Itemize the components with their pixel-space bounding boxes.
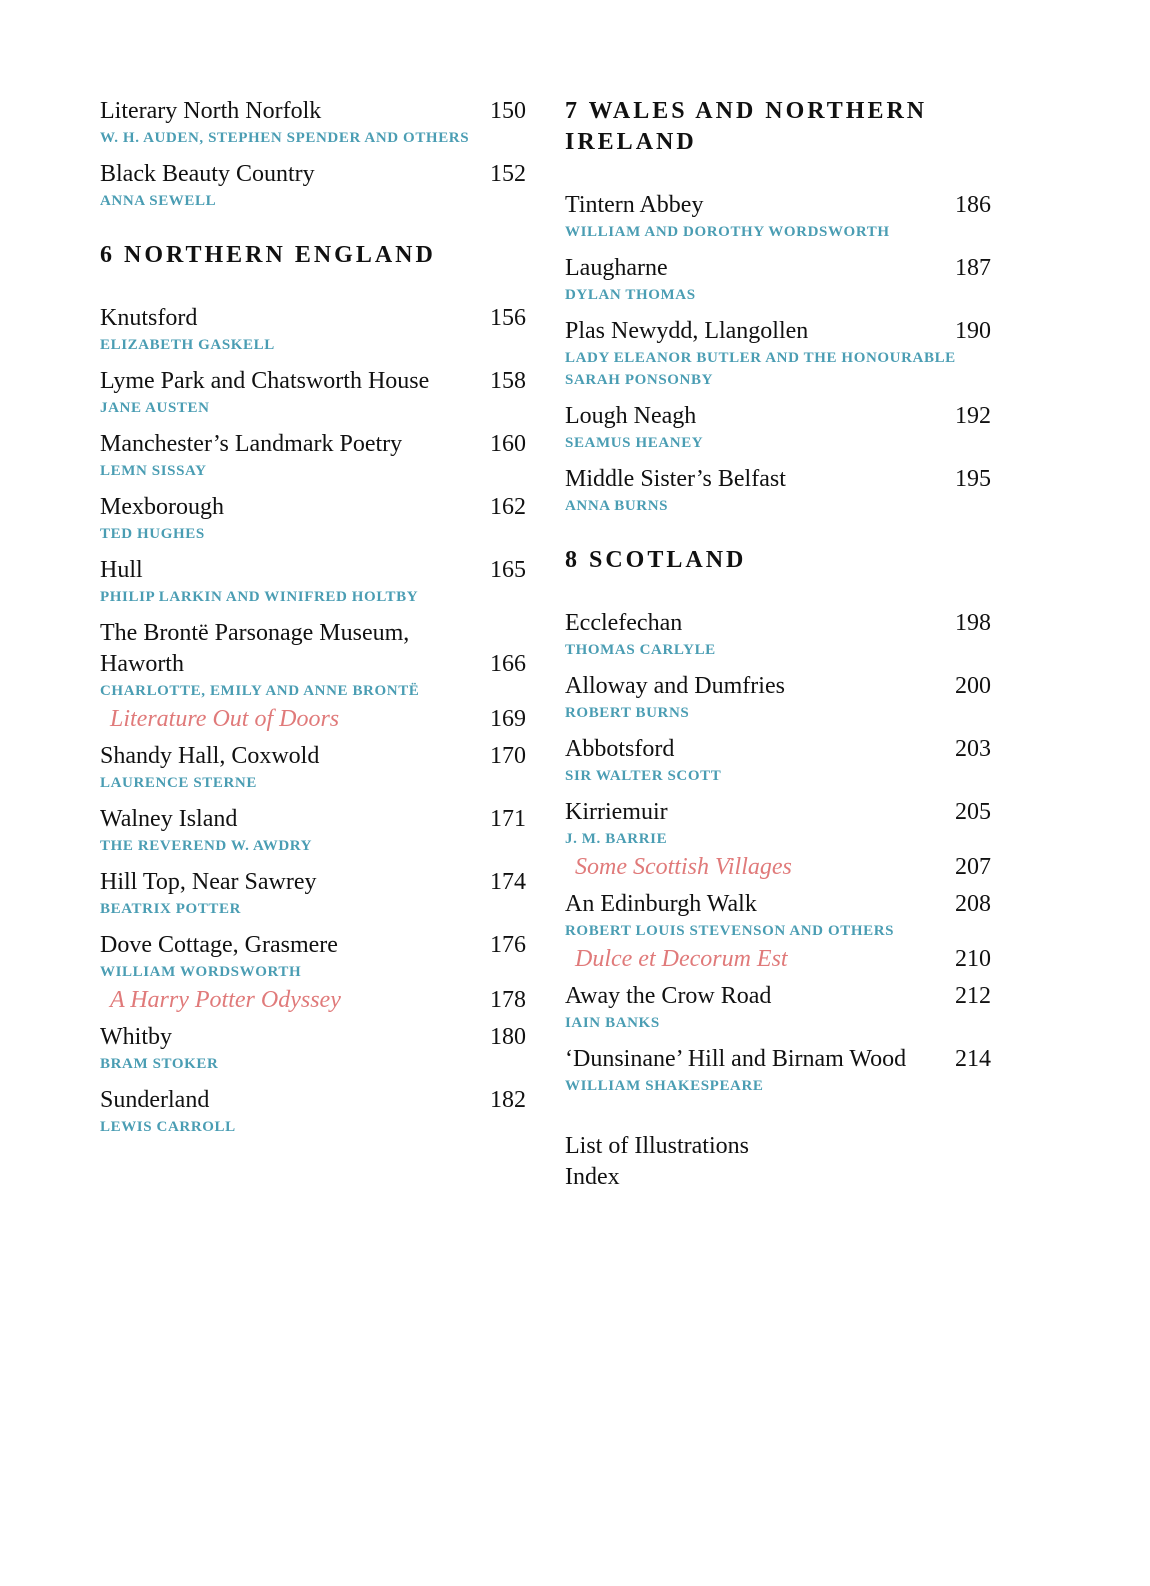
entry-title[interactable]: Dove Cottage, Grasmere [100, 932, 338, 958]
toc-entry[interactable] [100, 429, 526, 482]
toc-entry[interactable] [565, 464, 991, 517]
entry-title[interactable]: Alloway and Dumfries [565, 673, 785, 699]
toc-entry[interactable] [565, 253, 991, 306]
entry-title[interactable]: Dulce et Decorum Est [575, 946, 788, 972]
toc-entry[interactable] [565, 190, 991, 243]
toc-feature-entry[interactable] [565, 944, 991, 975]
entry-title-row [565, 944, 991, 975]
entry-page-number: 156 [490, 305, 526, 331]
toc-entry[interactable] [565, 401, 991, 454]
entry-title[interactable]: Hill Top, Near Sawrey [100, 869, 317, 895]
entry-page-number: 212 [955, 983, 991, 1009]
entry-title-row [100, 303, 526, 334]
toc-entry[interactable] [100, 804, 526, 857]
entry-title[interactable]: Some Scottish Villages [575, 854, 792, 880]
backmatter-list-of-illustrations[interactable]: List of Illustrations [565, 1133, 749, 1159]
entry-page-number: 176 [490, 932, 526, 958]
entry-author: PHILIP LARKIN AND WINIFRED HOLTBY [100, 589, 419, 605]
entry-author: THOMAS CARLYLE [565, 642, 716, 658]
entry-author: BRAM STOKER [100, 1056, 219, 1072]
entry-page-number: 214 [955, 1046, 991, 1072]
entry-title[interactable]: Literature Out of Doors [110, 706, 340, 732]
entry-author: WILLIAM WORDSWORTH [100, 964, 302, 980]
entry-page-number: 210 [955, 946, 991, 972]
entry-title[interactable]: Mexborough [100, 494, 224, 520]
entry-author: WILLIAM AND DOROTHY WORDSWORTH [565, 224, 890, 240]
toc-entry[interactable] [100, 492, 526, 545]
entry-page-number: 171 [490, 806, 526, 832]
entry-title[interactable]: Literary North Norfolk [100, 98, 322, 124]
toc-feature-entry[interactable] [100, 704, 526, 735]
entry-title[interactable]: Shandy Hall, Coxwold [100, 743, 320, 769]
entry-title[interactable]: ‘Dunsinane’ Hill and Birnam Wood [565, 1046, 907, 1072]
entry-author: LEWIS CARROLL [100, 1119, 236, 1135]
entry-title-row [565, 1044, 991, 1075]
toc-entry[interactable] [100, 741, 526, 794]
entry-page-number: 150 [490, 98, 526, 124]
toc-entry[interactable] [100, 159, 526, 212]
entry-title-row [565, 797, 991, 828]
entry-title-row [100, 429, 526, 460]
entry-author: SIR WALTER SCOTT [565, 768, 722, 784]
entry-author: J. M. BARRIE [565, 831, 668, 847]
entry-title[interactable]: Whitby [100, 1024, 172, 1050]
entry-page-number: 178 [490, 987, 526, 1013]
entry-author: ELIZABETH GASKELL [100, 337, 275, 353]
entry-author: TED HUGHES [100, 526, 205, 542]
entry-title[interactable]: Lough Neagh [565, 403, 697, 429]
toc-entry[interactable] [100, 618, 526, 702]
toc-entry[interactable] [100, 555, 526, 608]
backmatter [565, 1131, 991, 1193]
entry-author: BEATRIX POTTER [100, 901, 242, 917]
toc-column-left [100, 96, 526, 1148]
toc-entry[interactable] [565, 981, 991, 1034]
entry-author: SEAMUS HEANEY [565, 435, 704, 451]
entry-author: ROBERT BURNS [565, 705, 690, 721]
entry-author: ANNA SEWELL [100, 193, 217, 209]
entry-page-number: 174 [490, 869, 526, 895]
entry-title-row [100, 704, 526, 735]
toc-entry[interactable] [100, 867, 526, 920]
entry-title-row [100, 159, 526, 190]
toc-entry[interactable] [100, 930, 526, 983]
entry-title[interactable]: Hull [100, 557, 143, 583]
entry-title-row [100, 867, 526, 898]
entry-page-number: 187 [955, 255, 991, 281]
entry-page-number: 205 [955, 799, 991, 825]
entry-title[interactable]: Abbotsford [565, 736, 675, 762]
entry-title[interactable]: A Harry Potter Odyssey [110, 987, 341, 1013]
toc-entry[interactable] [565, 797, 991, 850]
entry-title-row [100, 555, 526, 586]
entry-page-number: 207 [955, 854, 991, 880]
entry-author: THE REVEREND W. AWDRY [100, 838, 313, 854]
toc-entry[interactable] [565, 1044, 991, 1097]
entry-page-number: 198 [955, 610, 991, 636]
entry-author: JANE AUSTEN [100, 400, 210, 416]
entry-page-number: 203 [955, 736, 991, 762]
entry-title[interactable]: Away the Crow Road [565, 983, 772, 1009]
toc-feature-entry[interactable] [565, 852, 991, 883]
toc-entry[interactable] [565, 889, 991, 942]
entry-title-row [100, 492, 526, 523]
entry-title[interactable]: Laugharne [565, 255, 668, 281]
entry-page-number: 162 [490, 494, 526, 520]
entry-page-number: 208 [955, 891, 991, 917]
entry-title[interactable]: Tintern Abbey [565, 192, 704, 218]
entry-page-number: 158 [490, 368, 526, 394]
entry-title-row [100, 96, 526, 127]
entry-title-row [100, 618, 526, 680]
entry-title[interactable]: Sunderland [100, 1087, 210, 1113]
entry-author: ROBERT LOUIS STEVENSON AND OTHERS [565, 923, 895, 939]
toc-entry[interactable] [100, 366, 526, 419]
entry-title-row [565, 253, 991, 284]
entry-title-row [565, 734, 991, 765]
entry-title-row [100, 804, 526, 835]
entry-author: LEMN SISSAY [100, 463, 207, 479]
toc-entry[interactable] [565, 608, 991, 661]
toc-entry[interactable] [565, 734, 991, 787]
entry-page-number: 165 [490, 557, 526, 583]
entry-title-row [565, 981, 991, 1012]
entry-author: W. H. AUDEN, STEPHEN SPENDER AND OTHERS [100, 130, 470, 146]
section-heading: 6 NORTHERN ENGLAND [100, 242, 436, 268]
entry-title-row [100, 366, 526, 397]
entry-page-number: 186 [955, 192, 991, 218]
entry-title[interactable]: Lyme Park and Chatsworth House [100, 368, 430, 394]
toc-column-right [565, 96, 991, 1193]
entry-title-row [100, 930, 526, 961]
entry-page-number: 180 [490, 1024, 526, 1050]
entry-title-row [100, 1085, 526, 1116]
entry-title[interactable]: Ecclefechan [565, 610, 683, 636]
toc-entry[interactable] [100, 303, 526, 356]
entry-author: IAIN BANKS [565, 1015, 660, 1031]
entry-page-number: 200 [955, 673, 991, 699]
entry-page-number: 192 [955, 403, 991, 429]
entry-page-number: 190 [955, 318, 991, 344]
entry-title-row [565, 190, 991, 221]
toc-entry[interactable] [565, 316, 991, 391]
section-heading: 7 WALES AND NORTHERN IRELAND [565, 98, 928, 155]
entry-title-row [100, 1022, 526, 1053]
entry-title[interactable]: Plas Newydd, Llangollen [565, 318, 809, 344]
section-heading: 8 SCOTLAND [565, 547, 747, 573]
entry-title-row [565, 889, 991, 920]
entry-title-row [100, 985, 526, 1016]
entry-title[interactable]: An Edinburgh Walk [565, 891, 757, 917]
entry-title-row [565, 316, 991, 347]
entry-author: WILLIAM SHAKESPEARE [565, 1078, 764, 1094]
entry-author: LAURENCE STERNE [100, 775, 257, 791]
entry-title[interactable]: The Brontë Parsonage Museum, Haworth [100, 620, 410, 677]
entry-title-row [565, 852, 991, 883]
entry-author: CHARLOTTE, EMILY AND ANNE BRONTË [100, 683, 420, 699]
entry-title-row [100, 741, 526, 772]
toc-feature-entry[interactable] [100, 985, 526, 1016]
entry-author: ANNA BURNS [565, 498, 669, 514]
entry-title[interactable]: Kirriemuir [565, 799, 668, 825]
backmatter-index[interactable]: Index [565, 1164, 620, 1190]
entry-page-number: 160 [490, 431, 526, 457]
entry-title[interactable]: Walney Island [100, 806, 238, 832]
entry-title[interactable]: Knutsford [100, 305, 198, 331]
entry-title-row [565, 401, 991, 432]
entry-page-number: 170 [490, 743, 526, 769]
entry-author: DYLAN THOMAS [565, 287, 696, 303]
toc-entry[interactable] [100, 96, 526, 149]
entry-title[interactable]: Middle Sister’s Belfast [565, 466, 786, 492]
entry-page-number: 169 [490, 706, 526, 732]
toc-entry[interactable] [100, 1022, 526, 1075]
entry-title-row [565, 464, 991, 495]
entry-author: LADY ELEANOR BUTLER AND THE HONOURABLE SARAH PONSONBY [565, 350, 956, 388]
entry-title[interactable]: Manchester’s Landmark Poetry [100, 431, 403, 457]
entry-page-number: 152 [490, 161, 526, 187]
entry-title-row [565, 671, 991, 702]
entry-title[interactable]: Black Beauty Country [100, 161, 315, 187]
toc-entry[interactable] [565, 671, 991, 724]
entry-page-number: 195 [955, 466, 991, 492]
entry-title-row [565, 608, 991, 639]
entry-page-number: 182 [490, 1087, 526, 1113]
entry-page-number: 166 [490, 651, 526, 677]
toc-entry[interactable] [100, 1085, 526, 1138]
